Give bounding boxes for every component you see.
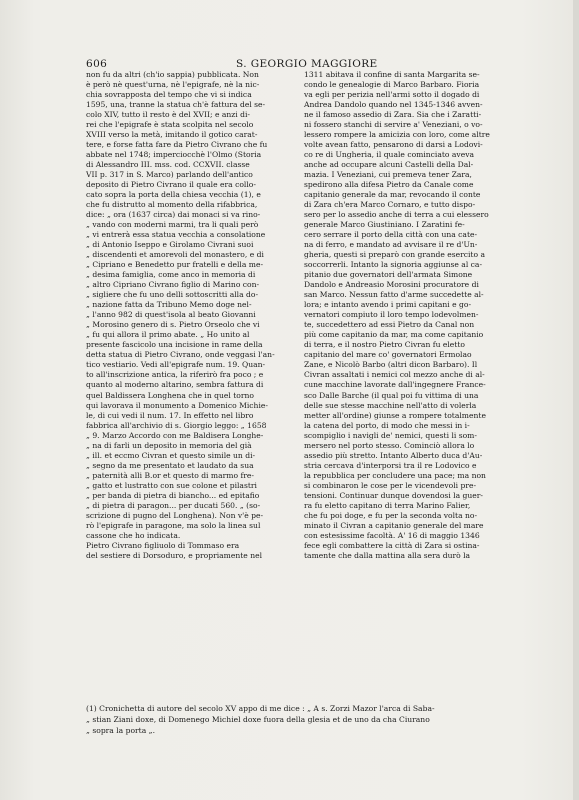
text-line: detta statua di Pietro Civrano, onde veggasi l'an- — [86, 350, 275, 360]
right-text-column — [304, 70, 514, 561]
text-line: quel Baldissera Longhena che in quel torno — [86, 390, 254, 400]
text-line: quanto al moderno altarino, sembra fattura di — [86, 380, 264, 390]
text-line: Civran assaltati i nemici col mezzo anche di al- — [304, 370, 485, 380]
text-line: ra fu eletto capitano di terra Marino Falier, — [304, 500, 471, 510]
text-line: gheria, questi si preparò con grande esercito a — [304, 250, 485, 260]
text-line: „ ill. et eccmo Civran et questo simile un di- — [86, 450, 256, 460]
text-line: „ Morosino genero di s. Pietro Orseolo che vi — [86, 320, 260, 330]
text-line: rei che l'epigrafe è stata scolpita nel secolo — [86, 120, 254, 130]
text-line: vernatori compiuto il loro tempo lodevolmen- — [304, 310, 479, 320]
text-line: na di ferro, e mandato ad avvisare il re d'Un- — [304, 240, 478, 250]
text-line: con estesissime facoltà. A' 16 di maggio 1346 — [304, 530, 480, 540]
text-line: fece egli combattere la città di Zara si ostina- — [304, 540, 480, 550]
text-line: 1311 abitava il confine di santa Margarita se- — [304, 70, 480, 79]
text-line: condo le genealogie di Marco Barbaro. Fioria — [304, 80, 480, 90]
text-line: „ nazione fatta da Tribuno Memo doge nel- — [86, 300, 252, 310]
text-line: ne il famoso assedio di Zara. Sia che i Zaratti- — [304, 110, 482, 120]
text-line: Andrea Dandolo quando nel 1345-1346 avven- — [304, 100, 483, 110]
running-title: S. GEORGIO MAGGIORE — [236, 58, 378, 70]
text-line: presente fascicolo una incisione in rame della — [86, 340, 263, 350]
text-line: la catena del porto, di modo che messi in i- — [304, 420, 470, 430]
text-line: generale Marco Giustiniano. I Zaratini fe- — [304, 220, 465, 230]
text-line: lora; e intanto avendo i primi capitani e go- — [304, 300, 472, 310]
text-line: „ segno da me presentato et laudato da sua — [86, 460, 254, 470]
text-line: „ Cipriano e Benedetto pur fratelli e della me- — [86, 260, 264, 270]
footnote-line: „ stian Ziani doxe, di Domenego Michiel doxe fuora della glesia et de uno da cha Ciurano — [86, 715, 430, 724]
text-line: „ di Antonio Iseppo e Girolamo Civrani suoi — [86, 240, 254, 250]
text-line: Zane, e Nicolò Barbo (altri dicon Barbaro). Il — [304, 360, 478, 370]
text-line: co re di Ungheria, il quale cominciato aveva — [304, 150, 475, 160]
text-line: VII p. 317 in S. Marco) parlando dell'antico — [86, 170, 253, 180]
text-line: „ discendenti et amorevoli del monastero, e di — [86, 250, 264, 260]
page-edge — [573, 0, 579, 800]
text-line: scompiglio i navigli de' nemici, questi li som- — [304, 430, 477, 440]
text-line: „ di pietra di paragon... per ducati 560. „ (so- — [86, 500, 261, 510]
text-line: tensioni. Continuar dunque dovendosi la guer- — [304, 490, 483, 500]
text-line: „ gatto et lustratto con sue colone et pilastri — [86, 480, 257, 490]
text-line: „ vando con moderni marmi, tra li quali però — [86, 220, 259, 230]
text-line: 1595, una, tranne la statua ch'è fattura del se- — [86, 100, 266, 110]
text-line: „ l'anno 982 di quest'isola al beato Giovanni — [86, 310, 256, 320]
text-line: stria cercava d'interporsi tra il re Lodovico e — [304, 460, 477, 470]
text-line: san Marco. Nessun fatto d'arme succedette al- — [304, 290, 484, 300]
text-line: capitanio del mare co' governatori Ermolao — [304, 350, 472, 360]
text-line: più come capitanio da mar, ma come capitanio — [304, 330, 484, 340]
text-line: di Alessandro III. mss. cod. CCXVII. classe — [86, 160, 250, 170]
text-line: te, succedettero ad essi Pietro da Canal non — [304, 320, 475, 330]
text-line: la repubblica per concludere una pace; ma non — [304, 470, 486, 480]
text-line: dice: „ ora (1637 circa) dai monaci si va rino- — [86, 210, 261, 220]
text-line: pitanio due governatori dell'armata Simone — [304, 270, 473, 280]
text-line: soccorrerli. Intanto la signoria aggiunse al ca- — [304, 260, 483, 270]
text-line: tere, e forse fatta fare da Pietro Civrano che fu — [86, 140, 268, 150]
text-line: mersero nel porto stesso. Cominciò allora lo — [304, 440, 475, 450]
text-line: „ sigliere che fu uno delli sottoscritti alla do- — [86, 290, 259, 300]
text-line: „ vi entrerà essa statua vecchia a consolatione — [86, 230, 266, 240]
text-line: „ paternità alli B.or et questo di marmo fre- — [86, 470, 254, 480]
text-line: sco Dalle Barche (il qual poi fu vittima di una — [304, 390, 479, 400]
text-line: va egli per perizia nell'armi sotto il dogado di — [304, 90, 480, 100]
text-line: „ desima famiglia, come anco in memoria di — [86, 270, 256, 280]
text-line: assedio più stretto. Intanto Alberto duca d'Au- — [304, 450, 483, 460]
text-line: si combinaron le cose per le vicendevoli pre- — [304, 480, 477, 490]
text-line: ni fossero stanchi di servire a' Veneziani, o vo- — [304, 120, 483, 130]
text-line: è però nè quest'urna, nè l'epigrafe, nè la nic- — [86, 80, 260, 90]
text-line: abbate nel 1748; imperciocchè l'Olmo (Storia — [86, 150, 262, 160]
text-line: fabbrica all'archivio di s. Giorgio leggo: „ 1658 — [86, 420, 267, 430]
text-line: delle sue stesse macchine nell'atto di volerla — [304, 400, 477, 410]
text-line: qui lavorava il monumento a Domenico Michie- — [86, 400, 268, 410]
text-line: volte avean fatto, pensarono di darsi a Lodovi- — [304, 140, 483, 150]
text-line: spedirono alla difesa Pietro da Canale come — [304, 180, 474, 190]
footnote-line: (1) Cronichetta di autore del secolo XV appo di me dice : „ A s. Zorzi Mazor l'arca di Saba- — [86, 704, 435, 713]
text-line: anche ad occupare alcuni Castelli della Dal- — [304, 160, 474, 170]
text-line: rò l'epigrafe in paragone, ma solo la linea sul — [86, 520, 261, 530]
text-line: di Zara ch'era Marco Cornaro, e tutto dispo- — [304, 200, 476, 210]
footnote-line: „ sopra la porta „. — [86, 726, 156, 735]
text-line: „ 9. Marzo Accordo con me Baldisera Longhe- — [86, 430, 264, 440]
text-line: capitanio generale da mar, revocando il conte — [304, 190, 481, 200]
text-line: mazia. I Veneziani, cui premeva tener Zara, — [304, 170, 472, 180]
left-text-column — [86, 70, 294, 561]
text-line: lessero rompere la amicizia con loro, come altre — [304, 130, 490, 140]
text-line: chia sovrapposta del tempo che vi si indica — [86, 90, 252, 100]
text-line: minato il Civran a capitanio generale del mare — [304, 520, 484, 530]
text-line: non fu da altri (ch'io sappia) pubblicata. Non — [86, 70, 259, 79]
text-line: „ fu qui allora il primo abate. „ Ho unito al — [86, 330, 250, 340]
text-line: Pietro Civrano figliuolo di Tommaso era — [86, 540, 240, 550]
page-number: 606 — [86, 58, 108, 70]
text-line: le, di cui vedi il num. 17. In effetto nel libro — [86, 410, 254, 420]
text-line: „ per banda di pietra di biancho... ed epitafio — [86, 490, 260, 500]
text-line: „ na di farli un deposito in memoria del già — [86, 440, 252, 450]
text-line: del sestiere di Dorsoduro, e propriamente nel — [86, 550, 263, 560]
text-line: che fu poi doge, e fu per la seconda volta no- — [304, 510, 478, 520]
text-line: deposito di Pietro Civrano il quale era collo- — [86, 180, 256, 190]
text-line: cune macchine lavorate dall'ingegnere France- — [304, 380, 486, 390]
text-line: sero per lo assedio anche di terra a cui elessero — [304, 210, 489, 220]
text-line: che fu distrutto al momento della rifabbrica, — [86, 200, 258, 210]
text-line: „ altro Cipriano Civrano figlio di Marino con- — [86, 280, 260, 290]
text-line: cato sopra la porta della chiesa vecchia (1), e — [86, 190, 261, 200]
text-line: cassone che ho indicata. — [86, 530, 181, 540]
text-line: scrizione di pugno del Longhena). Non v'è pe- — [86, 510, 264, 520]
text-line: cero serrare il porto della città con una cate- — [304, 230, 478, 240]
text-line: di terra, e il nostro Pietro Civran fu eletto — [304, 340, 465, 350]
text-line: metter all'ordine) giunse a rompere totalmente — [304, 410, 486, 420]
footnote — [86, 703, 516, 736]
text-line: XVIII verso la metà, imitando il gotico carat- — [86, 130, 258, 140]
text-line: colo XIV, tutto il resto è del XVII; e anzi di- — [86, 110, 250, 120]
text-line: to all'inscrizione antica, la riferirò fra poco ; e — [86, 370, 264, 380]
text-line: Dandolo e Andreasio Morosini procuratore di — [304, 280, 479, 290]
text-line: tico vestiario. Vedi all'epigrafe num. 19. Quan- — [86, 360, 266, 370]
text-line: tamente che dalla mattina alla sera durò la — [304, 550, 471, 560]
